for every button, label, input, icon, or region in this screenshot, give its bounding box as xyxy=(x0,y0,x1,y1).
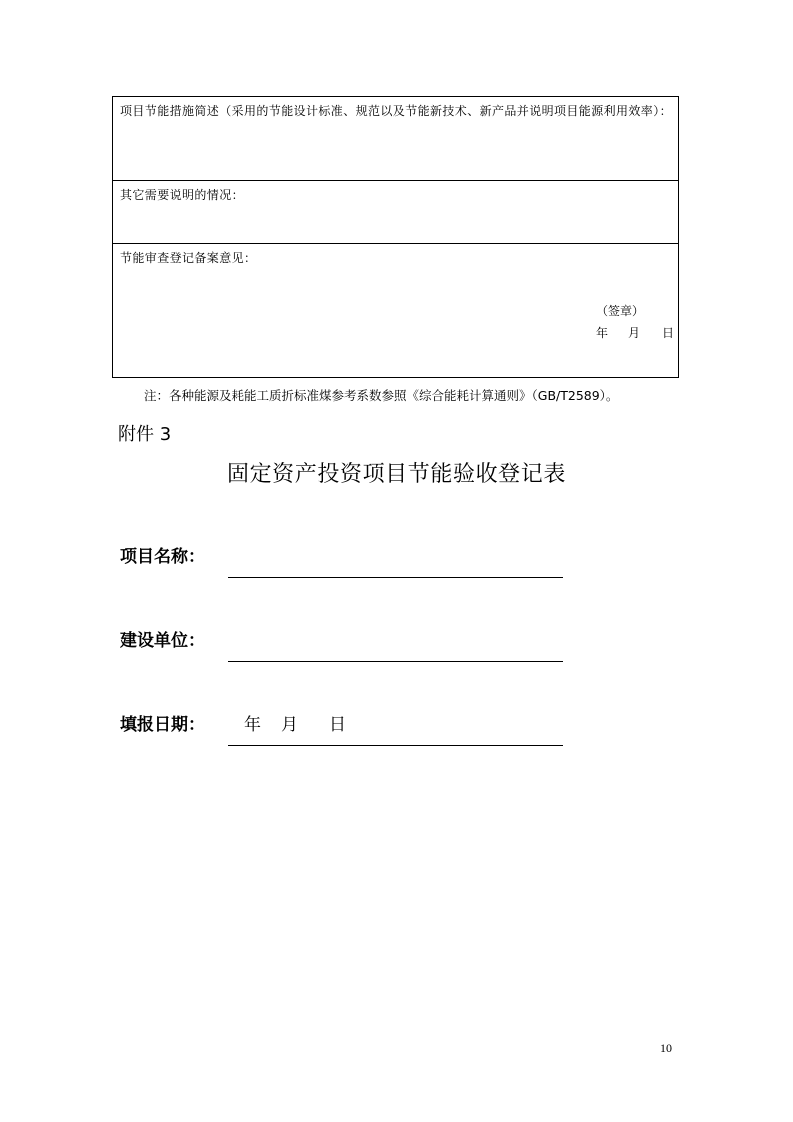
attachment-label: 附件 3 xyxy=(118,424,172,445)
page-number: 10 xyxy=(660,1041,672,1055)
fill-date-month: 月 xyxy=(281,715,298,735)
date-month-label: 月 xyxy=(628,326,641,340)
project-name-field[interactable] xyxy=(228,577,563,578)
date-day-label: 日 xyxy=(662,326,675,340)
document-title: 固定资产投资项目节能验收登记表 xyxy=(226,462,566,487)
measures-text: 项目节能措施简述（采用的节能设计标准、规范以及节能新技术、新产品并说明项目能源利用效率）： xyxy=(120,104,673,118)
review-opinion-cell xyxy=(113,244,678,379)
review-opinion-text: 节能审查登记备案意见： xyxy=(120,251,257,265)
other-notes-text: 其它需要说明的情况： xyxy=(120,188,245,202)
fill-date-label: 填报日期： xyxy=(120,715,205,735)
other-notes-cell xyxy=(113,181,678,244)
fill-date-year: 年 xyxy=(244,715,261,735)
signature-label: （签章） xyxy=(595,304,644,318)
builder-field[interactable] xyxy=(228,661,563,662)
fill-date-day: 日 xyxy=(329,715,346,735)
measures-cell xyxy=(113,97,678,181)
footnote: 注：各种能源及耗能工质折标准煤参考系数参照《综合能耗计算通则》（GB/T2589）。 xyxy=(144,388,619,403)
builder-label: 建设单位： xyxy=(120,631,205,651)
date-year-label: 年 xyxy=(596,326,609,340)
fill-date-field[interactable] xyxy=(228,745,563,746)
project-name-label: 项目名称： xyxy=(120,547,205,567)
energy-saving-table xyxy=(112,96,679,378)
